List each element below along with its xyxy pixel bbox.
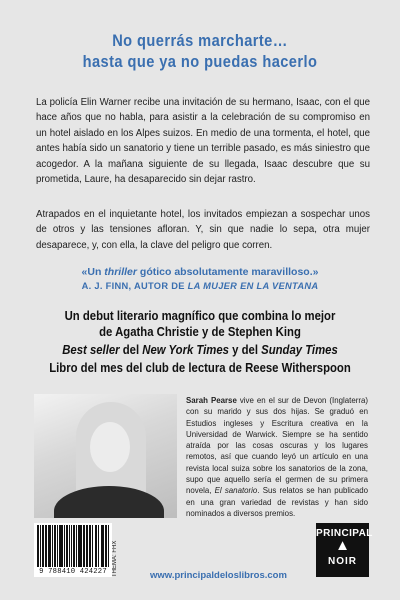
barcode-bar xyxy=(92,525,93,567)
quote-attribution xyxy=(0,281,400,291)
quote-author: A. J. FINN, AUTOR DE xyxy=(81,281,188,291)
sunday-times-label: Sunday Times xyxy=(261,343,338,357)
barcode-bar xyxy=(98,525,99,567)
nyt-label: New York Times xyxy=(142,343,229,357)
author-bio xyxy=(186,395,368,519)
blurb-line-2: de Agatha Christie y de Stephen King xyxy=(99,325,301,339)
headline-line-1: No querrás marcharte… xyxy=(112,31,288,50)
bio-text-2: . Sus relatos se han publicado en una gran variedad de revistas y han sido nominados a diversos premios. xyxy=(186,486,369,518)
headline-line-2: hasta que ya no puedas hacerlo xyxy=(82,52,318,71)
blurb-del-1: del xyxy=(119,343,143,357)
barcode-bar xyxy=(96,525,97,567)
barcode-bar xyxy=(45,525,47,567)
barcode-bar xyxy=(84,525,85,567)
blurb-del-2: y del xyxy=(228,343,262,357)
author-photo xyxy=(34,394,177,518)
publisher-logo xyxy=(316,523,373,577)
barcode-bar xyxy=(67,525,68,567)
quote-book-title: LA MUJER EN LA VENTANA xyxy=(187,281,319,291)
barcode-bar xyxy=(61,525,62,567)
logo-bottom-text: NOIR xyxy=(328,556,357,567)
logo-mark-icon: ▲ xyxy=(335,537,350,554)
barcode-bar xyxy=(52,525,53,567)
best-seller-label: Best seller xyxy=(62,343,120,357)
blurb-line-4: Libro del mes del club de lectura de Reese Witherspoon xyxy=(49,361,351,375)
quote-thriller: thriller xyxy=(104,266,137,278)
barcode-bar xyxy=(103,525,104,567)
review-quote xyxy=(0,266,400,278)
barcode-number: 9 788410 424227 xyxy=(39,568,107,576)
barcode-bars xyxy=(37,525,109,567)
thema-code: THEMA: FHX xyxy=(112,540,118,577)
barcode-bar xyxy=(49,525,50,567)
barcode-bar xyxy=(79,525,80,567)
barcode-bar xyxy=(86,525,88,567)
quote-rest: gótico absolutamente maravilloso.» xyxy=(136,266,319,278)
back-cover-headline xyxy=(28,30,372,72)
barcode-bar xyxy=(80,525,81,567)
blurb-line-3 xyxy=(20,342,380,358)
author-face xyxy=(90,422,130,472)
barcode-bar xyxy=(90,525,91,567)
synopsis-paragraph-1: La policía Elin Warner recibe una invitación de su hermano, Isaac, con el que hace años que no habla, para asistir a la celebración de su compromiso en un hotel aislado en los Alpes suizos. En medio de una tormenta, el hotel, que antes había sido un sanatorio y tiene un terrible pasado, es más siniestro que acogedor. A la mañana siguiente de su llegada, Isaac descubre que su prometida, Laure, ha desaparecido sin dejar rastro. xyxy=(36,97,370,186)
publisher-website-link[interactable]: www.principaldeloslibros.com xyxy=(150,570,287,581)
barcode-bar xyxy=(40,525,41,567)
barcode-bar xyxy=(108,525,109,567)
barcode-bar xyxy=(73,525,75,567)
quote-open: «Un xyxy=(81,266,105,278)
barcode-bar xyxy=(102,525,103,567)
barcode-bar xyxy=(76,525,77,567)
logo-top-text: PRINCIPAL xyxy=(316,528,373,539)
bio-book-title: El sanatorio xyxy=(214,486,258,496)
barcode-bar xyxy=(69,525,70,567)
author-name: Sarah Pearse xyxy=(186,396,237,405)
barcode-bar xyxy=(38,525,39,567)
barcode-bar xyxy=(55,525,56,567)
author-shoulders xyxy=(54,486,164,518)
synopsis-paragraph-2: Atrapados en el inquietante hotel, los invitados empiezan a sospechar unos de otros y las tensiones afloran. Y, sin que nadie lo sepa, otra mujer desaparece, y, con ella, la clave del peligro que corren. xyxy=(36,209,370,251)
barcode-bar xyxy=(43,525,44,567)
bio-text-1: vive en el sur de Devon (Inglaterra) con su marido y sus dos hijas. Se graduó en Estudios ingleses y Escritura creativa en la Universidad de Warwick. Siempre se ha sentido atraída por las cosas oscuras y los lugares remotos, así que cuando leyó un artículo en una revista local suiza sobre los sanatorios de la zona, supo que aquello sería el germen de su primera novela, xyxy=(186,396,369,496)
isbn-barcode xyxy=(34,523,112,577)
barcode-bar xyxy=(64,525,65,567)
blurb-line-1: Un debut literario magnífico que combina lo mejor xyxy=(64,309,336,323)
barcode-bar xyxy=(57,525,58,567)
